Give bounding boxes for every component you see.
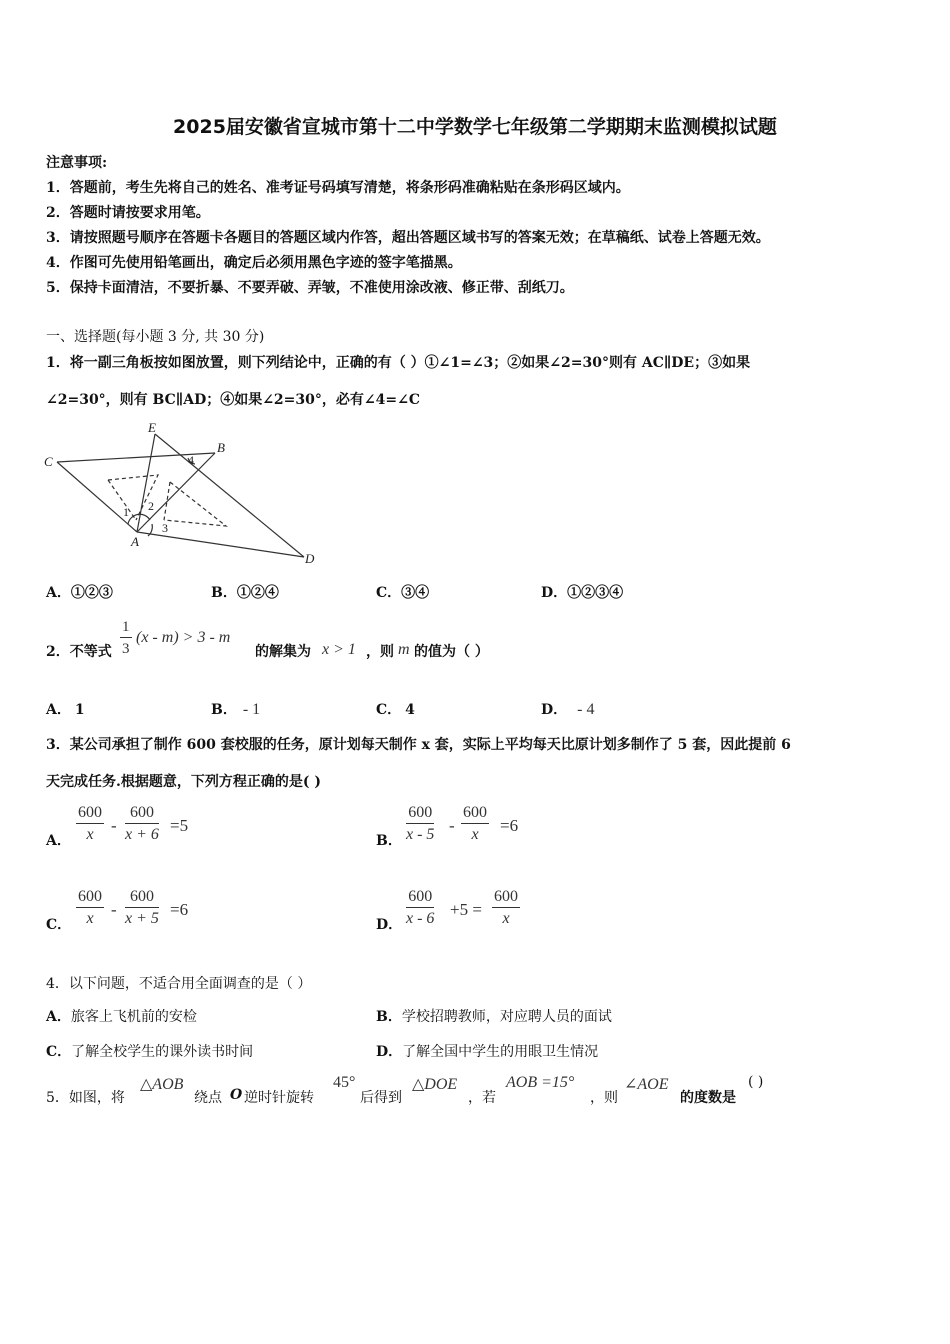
notice-item: 3．请按照题号顺序在答题卡各题目的答题区域内作答，超出答题区域书写的答案无效；在草稿纸、试卷上答题无效。 [46,230,770,246]
option-label: A． [46,585,71,601]
angle-label-2: 2 [148,499,154,513]
q5-math-5: ∠AOE [624,1076,669,1093]
q2-option-a[interactable] [46,699,85,719]
angle-label-1: 1 [123,505,129,519]
q5-part-6: ，则 [590,1090,618,1106]
fraction-denominator: x [86,826,94,843]
q3-option-d-label[interactable]: D． [376,917,403,933]
question-1-figure [40,420,330,570]
angle-label-3: 3 [162,521,168,535]
q3-c-fraction-1 [76,887,104,930]
q5-point: O [230,1087,243,1103]
question-3-line-2: 天完成任务.根据题意，下列方程正确的是( ) [46,774,321,790]
fraction-denominator: x [86,910,94,927]
notice-item: 5．保持卡面清洁，不要折暴、不要弄破、弄皱，不准使用涂改液、修正带、刮纸刀。 [46,280,574,296]
q4-option-a[interactable] [46,1006,197,1026]
q5-part-4: 后得到 [360,1090,402,1106]
q4-option-d[interactable] [376,1041,598,1061]
q3-option-c-label[interactable]: C． [46,917,72,933]
option-label: B． [211,702,237,718]
q5-part-2: 绕点 [194,1090,222,1106]
notice-item: 1．答题前，考生先将自己的姓名、准考证号码填写清楚，将条形码准确粘贴在条形码区域内。 [46,180,630,196]
notice-item: 2．答题时请按要求用笔。 [46,205,210,221]
q4-option-c[interactable] [46,1041,253,1061]
option-label: C． [376,585,402,601]
fraction-numerator: 1 [120,617,132,638]
option-text: ③④ [401,585,430,601]
label-B: B [217,440,225,455]
q2-solution: x > 1 [322,641,356,658]
q3-a-operator: - [111,816,117,835]
q5-part-1: 5．如图，将 [46,1090,125,1106]
angle-label-4: 4 [188,453,194,467]
q3-b-fraction-2 [461,803,489,846]
q3-a-fraction-1 [76,803,104,846]
q3-option-a-label[interactable]: A． [46,833,71,849]
option-text: 学校招聘教师，对应聘人员的面试 [401,1009,612,1025]
q3-d-fraction-1 [406,887,434,930]
q2-middle: 的解集为 [255,644,311,660]
fraction-denominator: x - 5 [406,826,435,843]
q3-d-fraction-2 [492,887,520,930]
option-text: 了解全校学生的课外读书时间 [71,1044,254,1060]
q3-b-rhs: =6 [500,816,519,835]
label-C: C [44,454,53,469]
option-text: ①②③④ [567,585,624,601]
fraction-denominator: 3 [122,641,130,657]
q2-option-b[interactable] [211,699,260,719]
q3-c-rhs: =6 [170,900,189,919]
option-label: D． [376,1044,403,1060]
q5-math-3: △DOE [412,1076,458,1093]
fraction-denominator: x - 6 [406,910,435,927]
q2-option-d[interactable] [541,699,594,719]
section-heading: 一、选择题(每小题 3 分, 共 30 分) [46,329,265,345]
fraction-denominator: x + 6 [125,826,159,843]
q2-after: ，则 [366,644,394,660]
fraction-numerator: 600 [76,803,104,824]
q2-option-c[interactable] [376,699,415,719]
fraction-numerator: 600 [406,803,434,824]
q3-d-operator: +5 = [450,900,482,919]
option-label: C． [46,1044,72,1060]
q5-math-1: △AOB [140,1076,184,1093]
question-1-line-2: ∠2=30°，则有 BC∥AD；④如果∠2=30°，必有∠4=∠C [46,392,420,408]
fraction-denominator: x [502,910,510,927]
q5-part-5: ，若 [468,1090,496,1106]
fraction-denominator: x [471,826,479,843]
option-text: ①②③ [70,585,113,601]
q1-option-b[interactable] [211,582,279,602]
fraction-denominator: x + 5 [125,910,159,927]
q2-inequality: (x - m) > 3 - m [136,629,231,646]
fraction-numerator: 600 [492,887,520,908]
question-2-prefix: 2．不等式 [46,644,112,660]
q3-a-rhs: =5 [170,816,189,835]
q2-var: m [398,641,410,658]
q3-b-operator: - [449,816,455,835]
option-text: ①②④ [236,585,279,601]
q5-math-4: AOB =15° [506,1074,575,1091]
page-title: 2025届安徽省宣城市第十二中学数学七年级第二学期期末监测模拟试题 [173,116,777,138]
label-E: E [148,420,156,435]
label-A: A [131,534,139,549]
fraction-numerator: 600 [125,887,159,908]
option-label: C． [376,702,402,718]
q1-option-a[interactable] [46,582,113,602]
question-3-line-1: 3．某公司承担了制作 600 套校服的任务，原计划每天制作 x 套，实际上平均每天比原计划多制作了 5 套，因此提前 6 [46,737,791,753]
q3-c-operator: - [111,900,117,919]
option-label: A． [46,702,71,718]
option-text: - 4 [577,701,595,718]
q5-part-7: 的度数是 [680,1090,736,1106]
option-label: D． [541,585,568,601]
option-label: B． [376,1009,402,1025]
fraction-numerator: 600 [125,803,159,824]
q2-fraction [120,617,132,660]
q4-option-b[interactable] [376,1006,612,1026]
q1-option-d[interactable] [541,582,623,602]
label-D: D [305,551,315,566]
q3-c-fraction-2 [125,887,159,930]
fraction-numerator: 600 [461,803,489,824]
fraction-numerator: 600 [76,887,104,908]
option-text: 了解全国中学生的用眼卫生情况 [402,1044,599,1060]
q3-b-fraction-1 [406,803,434,846]
q5-part-3: 逆时针旋转 [244,1090,314,1106]
option-label: D． [541,702,568,718]
question-1-line-1: 1．将一副三角板按如图放置，则下列结论中，正确的有（ ）①∠1=∠3；②如果∠2=30°则有 AC∥DE；③如果 [46,355,751,371]
q3-option-b-label[interactable]: B． [376,833,402,849]
q3-a-fraction-2 [125,803,159,846]
q1-option-c[interactable] [376,582,429,602]
fraction-numerator: 600 [406,887,434,908]
q5-math-2: 45° [333,1074,356,1091]
q2-suffix: 的值为（ ） [414,644,489,660]
question-4-stem: 4．以下问题，不适合用全面调查的是（ ） [46,976,312,992]
notice-heading: 注意事项: [46,155,108,171]
option-text: 旅客上飞机前的安检 [70,1009,197,1025]
option-label: A． [46,1009,71,1025]
option-text: - 1 [242,701,261,718]
notice-item: 4．作图可先使用铅笔画出，确定后必须用黑色字迹的签字笔描黑。 [46,255,462,271]
option-text: 1 [74,702,85,718]
option-label: B． [211,585,237,601]
option-text: 4 [405,702,415,718]
q5-answer-brackets: ( ) [748,1074,764,1090]
